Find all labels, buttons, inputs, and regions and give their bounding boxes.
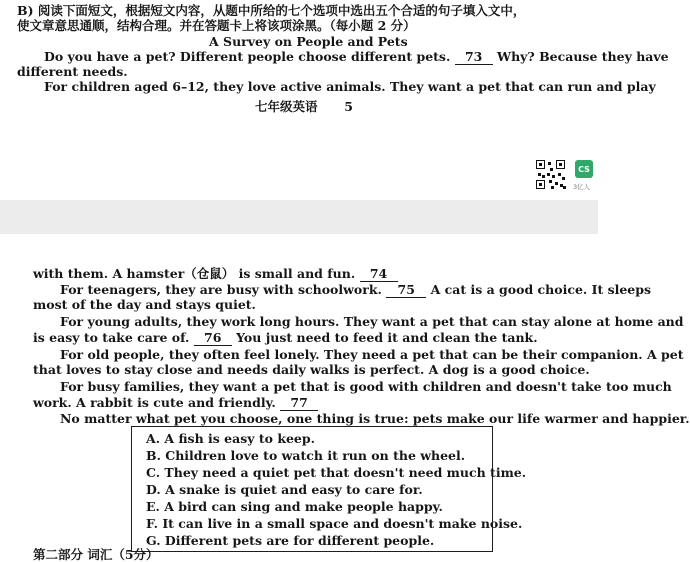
p2-text-b: with them. A hamster（仓鼠） is small and fun. — [33, 266, 356, 281]
p1-text-b: Why? Because they have — [497, 49, 669, 64]
option-a[interactable]: A. A fish is easy to keep. — [146, 431, 315, 446]
blank-73[interactable]: 73 — [455, 49, 493, 65]
page-gap-divider — [0, 200, 598, 234]
option-f[interactable]: F. It can live in a small space and doesn't make noise. — [146, 516, 523, 531]
paragraph-6-line-2 — [33, 395, 318, 411]
paragraph-7: No matter what pet you choose, one thing is true: pets make our life warmer and happier. — [60, 411, 690, 426]
blank-76[interactable]: 76 — [194, 330, 232, 346]
camscanner-badge-text: CS — [578, 164, 590, 174]
p1-text-a: Do you have a pet? Different people choose different pets. — [44, 49, 451, 64]
instruction-line-1: B) 阅读下面短文，根据短文内容，从题中所给的七个选项中选出五个合适的句子填入文中， — [17, 3, 526, 18]
blank-75[interactable]: 75 — [386, 282, 426, 298]
instruction-line-2: 使文章意思通顺，结构合理。并在答题卡上将该项涂黑。（每小题 2 分） — [17, 18, 416, 33]
page-footer — [255, 99, 353, 114]
paragraph-3-line-2: most of the day and stays quiet. — [33, 297, 256, 312]
paragraph-5-line-2: that loves to stay close and needs daily walks is perfect. A dog is a good choice. — [33, 362, 590, 377]
qr-code-icon — [536, 160, 566, 190]
option-b[interactable]: B. Children love to watch it run on the wheel. — [146, 448, 466, 463]
cut-off-next-section — [0, 547, 598, 562]
paragraph-6-line-1: For busy families, they want a pet that is good with children and doesn't take too much — [60, 379, 672, 394]
paragraph-2-line-2 — [33, 266, 398, 282]
option-g[interactable]: G. Different pets are for different people. — [146, 533, 435, 548]
camscanner-caption: 3亿人 — [573, 183, 591, 191]
paragraph-5-line-1: For old people, they often feel lonely. They need a pet that can be their companion. A pet — [60, 347, 684, 362]
option-d[interactable]: D. A snake is quiet and easy to care for. — [146, 482, 423, 497]
passage-title: A Survey on People and Pets — [209, 34, 408, 49]
p6-text-b: work. A rabbit is cute and friendly. — [33, 395, 276, 410]
page-footer-label: 七年级英语 — [255, 99, 318, 114]
paragraph-3-line-1 — [60, 282, 651, 298]
cut-off-text: 第二部分 词汇（5分） — [33, 547, 159, 562]
p4-text-c: You just need to feed it and clean the tank. — [236, 330, 538, 345]
blank-74[interactable]: 74 — [360, 266, 398, 282]
p3-text-b: A cat is a good choice. It sleeps — [430, 282, 652, 297]
p4-text-b: is easy to take care of. — [33, 330, 190, 345]
page-footer-number: 5 — [344, 99, 353, 114]
paragraph-4-line-1: For young adults, they work long hours. They want a pet that can stay alone at home and — [60, 314, 684, 329]
option-c[interactable]: C. They need a quiet pet that doesn't need much time. — [146, 465, 527, 480]
paragraph-2-line-1: For children aged 6–12, they love active animals. They want a pet that can run and play — [44, 79, 656, 94]
paragraph-1-line-1 — [44, 49, 669, 65]
camscanner-logo-icon — [575, 160, 593, 178]
blank-77[interactable]: 77 — [280, 395, 318, 411]
paragraph-4-line-2 — [33, 330, 538, 346]
option-e[interactable]: E. A bird can sing and make people happy. — [146, 499, 443, 514]
paragraph-1-line-2: different needs. — [17, 64, 128, 79]
p3-text-a: For teenagers, they are busy with schoolwork. — [60, 282, 382, 297]
